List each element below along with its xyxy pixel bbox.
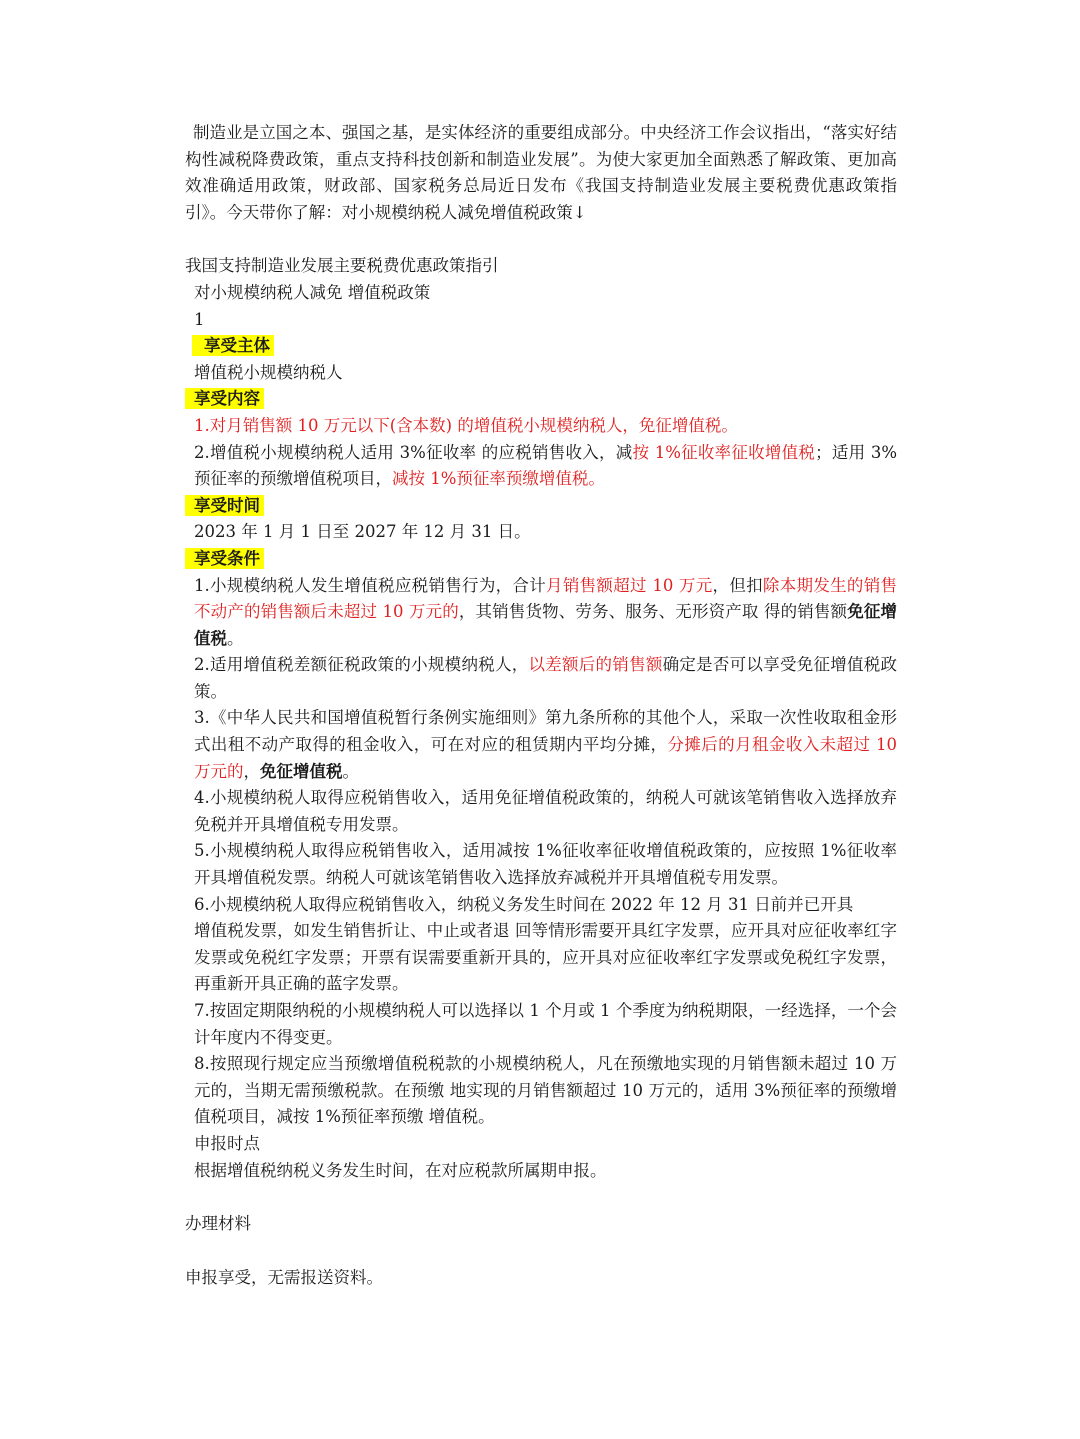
down-arrow-icon: ↓ — [572, 202, 587, 222]
article — [185, 120, 897, 1291]
content-heading-line — [185, 386, 897, 413]
c1-text-c: ，其销售货物、劳务、服务、无形资产取 得的销售额 — [458, 602, 848, 622]
c1-highlight-1: 月销售额超过 10 万元 — [546, 575, 713, 595]
content-2-highlight-2: 减按 1%预征率预缴增值税。 — [392, 469, 605, 489]
c6-rest: 增值税发票，如发生销售折让、中止或者退 回等情形需要开具红字发票，应开具对应征收率红字发票或免税红字发票；开票有误需要重新开具的，应开具对应征收率红字发票或免税红字发票，再重新开具正确的蓝字发票。 — [194, 921, 897, 994]
c6-line-1: 6.小规模纳税人取得应税销售收入，纳税义务发生时间在 2022 年 12 月 31 日前并已开具 — [194, 894, 854, 914]
content-item-2 — [185, 440, 897, 493]
c1-text-b: ，但扣 — [712, 575, 763, 595]
c2-text-a: 2.适用增值税差额征税政策的小规模纳税人， — [194, 655, 529, 675]
materials-text: 申报享受，无需报送资料。 — [185, 1267, 383, 1287]
condition-item-2 — [185, 652, 897, 705]
condition-item-1 — [185, 573, 897, 653]
spacer — [185, 226, 897, 253]
declare-heading: 申报时点 — [194, 1133, 260, 1153]
condition-item-4: 4.小规模纳税人取得应税销售收入，适用免征增值税政策的，纳税人可就该笔销售收入选择放弃免税并开具增值税专用发票。 — [194, 788, 897, 834]
time-heading: 享受时间 — [185, 495, 264, 516]
content-2-text-a: 2.增值税小规模纳税人适用 3%征收率 的应税销售收入，减 — [194, 442, 633, 462]
condition-item-7: 7.按固定期限纳税的小规模纳税人可以选择以 1 个月或 1 个季度为纳税期限，一经选择，一个会计年度内不得变更。 — [194, 1001, 897, 1047]
condition-item-6 — [185, 892, 897, 998]
c1-text-a: 1.小规模纳税人发生增值税应税销售行为，合计 — [194, 575, 547, 595]
c3-highlight: 分摊后的月租金收入未超过 10 万元的 — [194, 735, 898, 781]
c1-text-d: 。 — [227, 628, 244, 648]
spacer — [185, 1184, 897, 1211]
content-heading: 享受内容 — [185, 388, 264, 409]
guide-title: 我国支持制造业发展主要税费优惠政策指引 — [185, 256, 499, 276]
c1-highlight-2: 除本期发生的销售不动产的销售额后未超过 10 万元的 — [194, 575, 898, 622]
intro-text: 制造业是立国之本、强国之基，是实体经济的重要组成部分。中央经济工作会议指出，“落实好结构性减税降费政策，重点支持科技创新和制造业发展”。为使大家更加全面熟悉了解政策、更加高效准确适用政策，财政部、国家税务总局近日发布《我国支持制造业发展主要税费优惠政策指引》。今天带你了解：对小规模纳税人减免增值税政策 — [185, 123, 897, 222]
c3-text-c: 。 — [342, 761, 359, 781]
condition-item-8: 8.按照现行规定应当预缴增值税税款的小规模纳税人，凡在预缴地实现的月销售额未超过 10 万元的，当期无需预缴税款。在预缴 地实现的月销售额超过 10 万元的，适用 3%预征率的预缴增值税项目，减按 1%预征率预缴 增值税。 — [194, 1054, 897, 1127]
c1-bold: 免征增值税 — [194, 602, 898, 648]
condition-heading-line — [185, 546, 897, 573]
time-text: 2023 年 1 月 1 日至 2027 年 12 月 31 日。 — [194, 522, 531, 542]
subject-heading-line — [185, 333, 897, 360]
subject-text: 增值税小规模纳税人 — [194, 362, 343, 382]
declare-text: 根据增值税纳税义务发生时间，在对应税款所属期申报。 — [194, 1160, 607, 1180]
c3-bold: 免征增值税 — [260, 761, 343, 781]
policy-title: 对小规模纳税人减免 增值税政策 — [194, 282, 431, 302]
subject-heading: 享受主体 — [192, 335, 274, 356]
c3-text-b: ， — [243, 761, 260, 781]
condition-item-5: 5.小规模纳税人取得应税销售收入，适用减按 1%征收率征收增值税政策的，应按照 1%征收率开具增值税发票。纳税人可就该笔销售收入选择放弃减税并开具增值税专用发票。 — [194, 841, 897, 888]
c2-text-b: 确定是否可以享受免征增值税政策。 — [194, 655, 898, 701]
condition-heading: 享受条件 — [185, 548, 264, 569]
c2-highlight: 以差额后的销售额 — [528, 655, 663, 675]
policy-number: 1 — [194, 309, 205, 329]
intro-paragraph — [185, 120, 897, 226]
time-heading-line — [185, 493, 897, 520]
condition-item-3 — [185, 705, 897, 785]
spacer — [185, 1238, 897, 1265]
content-2-text-b: ；适用 3%预征率的预缴增值税项目， — [194, 442, 898, 489]
materials-heading: 办理材料 — [185, 1214, 251, 1234]
content-item-1: 1.对月销售额 10 万元以下(含本数) 的增值税小规模纳税人，免征增值税。 — [194, 415, 738, 435]
c3-text-a: 3.《中华人民共和国增值税暂行条例实施细则》第九条所称的其他个人，采取一次性收取租金形式出租不动产取得的租金收入，可在对应的租赁期内平均分摊， — [194, 708, 897, 755]
content-2-highlight-1: 按 1%征收率征收增值税 — [632, 442, 816, 462]
